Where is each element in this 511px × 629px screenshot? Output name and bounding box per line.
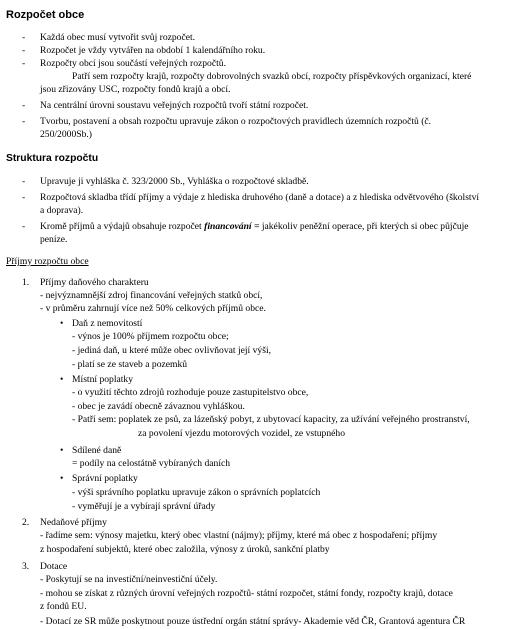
list-item-detail: z fondů EU. bbox=[40, 601, 87, 612]
list-item-continuation: Patří sem rozpočty krajů, rozpočty dobrovolných svazků obcí, rozpočty příspěvkových organizací, které bbox=[72, 71, 472, 82]
list-item: Každá obec musí vytvořit svůj rozpočet. bbox=[40, 32, 196, 43]
sub-item-detail: za povolení vjezdu motorových vozidel, ze vstupného bbox=[138, 428, 346, 439]
list-number: 2. bbox=[22, 517, 30, 528]
list-item-detail: - mohou se získat z různých úrovní veřejných rozpočtů- státní rozpočet, státní fondy, rozpočty krajů, dotace bbox=[40, 588, 453, 599]
list-item-continuation: 250/2000Sb.) bbox=[40, 129, 92, 140]
list-item-continuation: jsou zřizovány USC, rozpočty fondů krajů a obcí. bbox=[40, 84, 231, 95]
emphasis-term: financování = bbox=[204, 221, 260, 232]
sub-item-detail: - obec je zavádí obecně závaznou vyhláškou. bbox=[72, 401, 245, 412]
sub-item-detail: - výnos je 100% příjmem rozpočtu obce; bbox=[72, 331, 229, 342]
list-item: Rozpočet je vždy vytvářen na období 1 kalendářního roku. bbox=[40, 45, 266, 56]
sub-item: Místní poplatky bbox=[72, 374, 134, 385]
list-number: 1. bbox=[22, 277, 30, 288]
list-item-detail: - Dotací ze SR může poskytnout pouze ústřední orgán státní správy- Akademie věd ČR, Grantová agentura ČR bbox=[40, 616, 466, 627]
bullet-icon: • bbox=[60, 445, 64, 456]
list-item: Nedaňové příjmy bbox=[40, 517, 107, 528]
dash-bullet: - bbox=[22, 116, 26, 127]
list-item: Dotace bbox=[40, 561, 68, 572]
list-item-continuation: a doprava). bbox=[40, 205, 84, 216]
list-number: 3. bbox=[22, 561, 30, 572]
list-item: Příjmy daňového charakteru bbox=[40, 277, 149, 288]
list-item-detail: - řadíme sem: výnosy majetku, který obec vlastní (nájmy); příjmy, které má obec z hospodaření; příjmy bbox=[40, 530, 438, 541]
page-title: Rozpočet obce bbox=[6, 9, 85, 21]
list-item: Kromě příjmů a výdajů obsahuje rozpočet financování = jakékoliv peněžní operace, při kterých si obec půjčuje bbox=[40, 221, 469, 232]
bullet-icon: • bbox=[60, 318, 64, 329]
list-item-continuation: peníze. bbox=[40, 234, 68, 245]
list-item: Upravuje ji vyhláška č. 323/2000 Sb., Vyhláška o rozpočtové skladbě. bbox=[40, 176, 309, 187]
dash-bullet: - bbox=[22, 192, 26, 203]
dash-bullet: - bbox=[22, 45, 26, 56]
list-item: Rozpočty obcí jsou součástí veřejných rozpočtů. bbox=[40, 58, 226, 69]
bullet-icon: • bbox=[60, 473, 64, 484]
list-item-detail: z hospodaření subjektů, které obec založila, výnosy z úroků, sankční platby bbox=[40, 544, 330, 555]
list-item-detail: - nejvýznamnější zdroj financování veřejných statků obcí, bbox=[40, 290, 263, 301]
sub-item-detail: - o využití těchto zdrojů rozhoduje pouze zastupitelstvo obce, bbox=[72, 387, 309, 398]
sub-item-detail: - vyměřují je a vybírají správní úřady bbox=[72, 501, 216, 512]
dash-bullet: - bbox=[22, 100, 26, 111]
sub-item-detail: - Patří sem: poplatek ze psů, za lázeňský pobyt, z ubytovací kapacity, za užívání veřejného prostranství, bbox=[72, 414, 470, 425]
list-item-detail: - v průměru zahrnují více než 50% celkových příjmů obce. bbox=[40, 303, 266, 314]
sub-item-detail: - jediná daň, u které může obec ovlivňovat její výši, bbox=[72, 345, 272, 356]
list-item-detail: - Poskytují se na investiční/neinvestiční účely. bbox=[40, 574, 218, 585]
dash-bullet: - bbox=[22, 58, 26, 69]
list-item: Tvorbu, postavení a obsah rozpočtu upravuje zákon o rozpočtových pravidlech územních rozpočtů (č. bbox=[40, 116, 432, 127]
dash-bullet: - bbox=[22, 176, 26, 187]
sub-item: Správní poplatky bbox=[72, 473, 138, 484]
sub-item-detail: - platí se ze staveb a pozemků bbox=[72, 359, 188, 370]
sub-item-detail: - výši správního poplatku upravuje zákon o správních poplatcích bbox=[72, 487, 321, 498]
bullet-icon: • bbox=[60, 374, 64, 385]
dash-bullet: - bbox=[22, 32, 26, 43]
section-heading: Příjmy rozpočtu obce bbox=[6, 256, 89, 267]
section-heading: Struktura rozpočtu bbox=[6, 153, 99, 164]
sub-item: Sdílené daně bbox=[72, 445, 122, 456]
list-item: Rozpočtová skladba třídí příjmy a výdaje z hlediska druhového (daně a dotace) a z hlediska odvětvového (školství bbox=[40, 192, 480, 203]
sub-item-detail: = podíly na celostátně vybíraných daních bbox=[72, 458, 231, 469]
dash-bullet: - bbox=[22, 221, 26, 232]
sub-item: Daň z nemovitostí bbox=[72, 318, 143, 329]
list-item: Na centrální úrovni soustavu veřejných rozpočtů tvoří státní rozpočet. bbox=[40, 100, 309, 111]
